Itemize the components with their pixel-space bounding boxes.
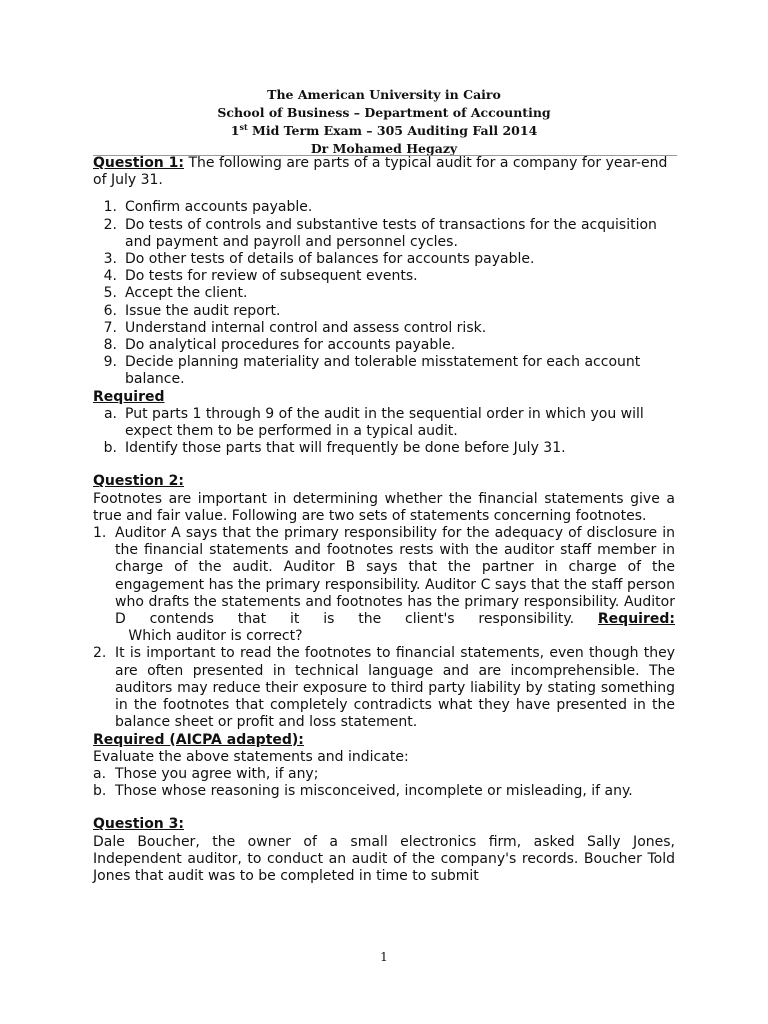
list-item (93, 766, 675, 783)
list-item (93, 303, 675, 320)
question-3-text: Dale Boucher, the owner of a small electronics firm, asked Sally Jones, Independent auditor, to conduct an audit of the company's records. Boucher Told Jones that audit was to be completed in time to submit (93, 833, 675, 884)
question-1-intro (93, 155, 675, 189)
item-text: Issue the audit report. (125, 302, 281, 319)
question-3 (93, 816, 675, 885)
list-item (93, 525, 675, 645)
list-item (93, 285, 675, 302)
list-item (93, 199, 675, 216)
item-number: 1. (93, 525, 107, 542)
list-item (93, 217, 675, 251)
item-number: b. (93, 783, 107, 800)
item-text: Confirm accounts payable. (125, 199, 313, 216)
item-number: 7. (103, 319, 117, 336)
list-item (93, 440, 675, 457)
list-item (93, 268, 675, 285)
statement-2: It is important to read the footnotes to financial statements, even though they are often presented in technical language and are incomprehensible. The auditors may reduce their exposure to third party liability by stating something in the footnotes that completely contradicts what they have presented in the balance sheet or profit and loss statement. (115, 645, 675, 731)
item-number: 9. (103, 354, 117, 371)
exam-title (0, 122, 768, 140)
question-1-required: Required (93, 388, 165, 405)
list-item (93, 337, 675, 354)
question-1-text: The following are parts of a typical audit for a company for year-end of July 31. (93, 155, 668, 189)
item-text: Put parts 1 through 9 of the audit in the sequential order in which you will expect them to be performed in a typical audit. (125, 405, 644, 440)
page-number: 1 (380, 950, 388, 964)
question-2-heading: Question 2: (93, 473, 184, 490)
instructor-name: Dr Mohamed Hegazy (310, 141, 458, 156)
exam-course: Mid Term Exam – 305 Auditing Fall 2014 (247, 123, 538, 138)
statement-1-text: Auditor A says that the primary responsibility for the adequacy of disclosure in the financial statements and footnotes rests with the auditor staff member in charge of the audit. Auditor B says that the partner in charge of the engagement has the primary responsibility. Auditor C says that the staff person who drafts the statements and footnotes has the primary responsibility. Auditor D contends that it is the client's responsibility. (115, 525, 675, 628)
item-text: Understand internal control and assess control risk. (125, 319, 487, 336)
item-number: 2. (93, 645, 107, 662)
item-number: 3. (103, 251, 117, 268)
list-item (93, 320, 675, 337)
list-item (93, 406, 675, 440)
list-item (93, 251, 675, 268)
item-number: 4. (103, 268, 117, 285)
item-number: 6. (103, 302, 117, 319)
item-text: Do tests for review of subsequent events. (125, 268, 418, 285)
item-number: a. (93, 765, 107, 782)
item-number: 8. (103, 337, 117, 354)
item-number: a. (103, 405, 117, 422)
list-item (93, 354, 675, 388)
question-2-required: Required (AICPA adapted): (93, 731, 304, 748)
question-2-evaluate: Evaluate the above statements and indicate: (93, 748, 409, 765)
item-text: Do analytical procedures for accounts payable. (125, 337, 456, 354)
question-1 (93, 155, 675, 457)
item-number: 5. (103, 285, 117, 302)
item-text: Do other tests of details of balances for accounts payable. (125, 251, 535, 268)
item-text: Those whose reasoning is misconceived, incomplete or misleading, if any. (115, 783, 633, 800)
audit-parts-list (93, 199, 675, 388)
statement-1 (105, 525, 675, 645)
university-name: The American University in Cairo (267, 87, 501, 102)
question-1-required-list (93, 406, 675, 458)
list-item (93, 783, 675, 800)
question-2-intro: Footnotes are important in determining whether the financial statements give a true and fair value. Following are two sets of statements concerning footnotes. (93, 490, 675, 524)
document-header (0, 86, 768, 158)
exam-ordinal-suffix: st (239, 121, 248, 132)
question-3-heading: Question 3: (93, 816, 184, 833)
school-department: School of Business – Department of Accounting (217, 105, 551, 120)
exam-ordinal: 1 (230, 123, 240, 138)
item-text: Accept the client. (125, 285, 248, 302)
exam-body (93, 155, 675, 885)
item-number: 1. (103, 199, 117, 216)
question-1-heading: Question 1: (93, 155, 184, 171)
item-number: b. (103, 440, 117, 457)
evaluation-list (93, 766, 675, 800)
item-text: Those you agree with, if any; (115, 765, 319, 782)
statement-1-required: Required: (597, 611, 675, 628)
item-text: Identify those parts that will frequently be done before July 31. (125, 440, 566, 457)
item-text: Decide planning materiality and tolerable misstatement for each account balance. (125, 354, 641, 388)
statement-1-question: Which auditor is correct? (115, 628, 303, 645)
question-2 (93, 473, 675, 800)
item-text: Do tests of controls and substantive tests of transactions for the acquisition and payment and payroll and personnel cycles. (125, 216, 657, 250)
item-number: 2. (103, 216, 117, 233)
list-item (93, 645, 675, 731)
